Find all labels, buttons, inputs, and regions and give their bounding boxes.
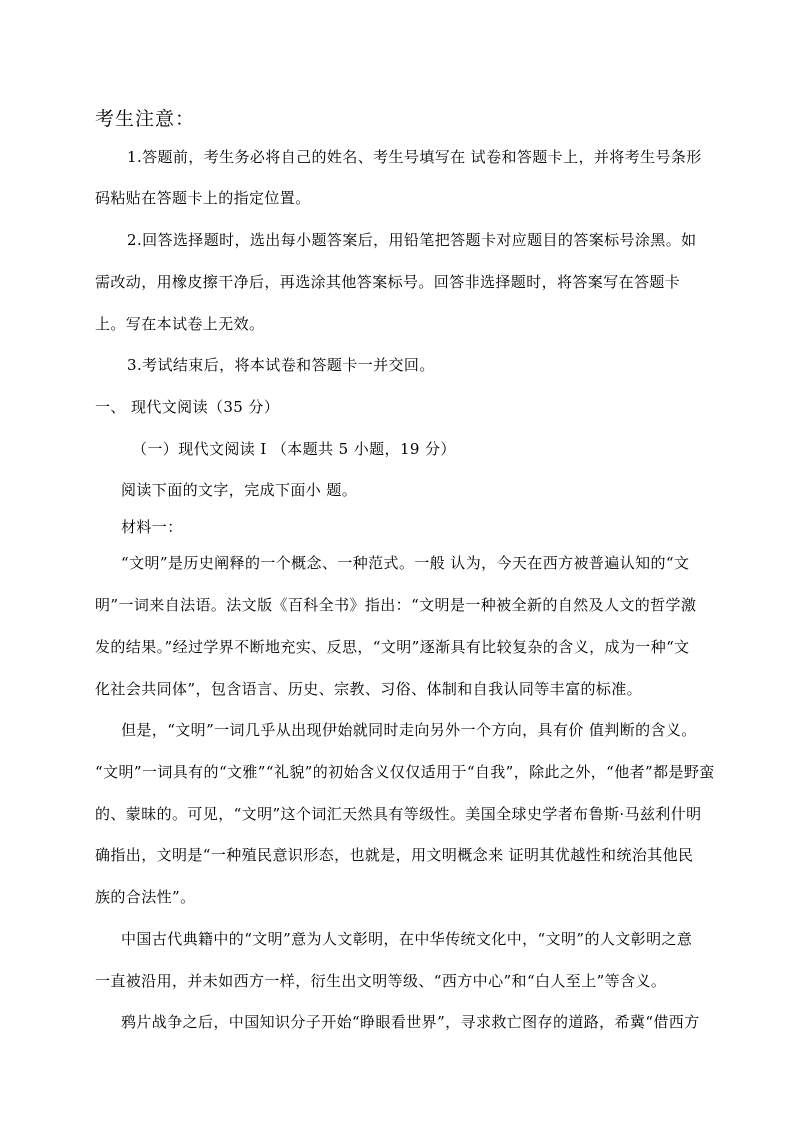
section-subheading: （一）现代文阅读 I （本题共 5 小题，19 分） bbox=[132, 440, 456, 458]
passage-p1-line-4: 化社会共同体”，包含语言、历史、宗教、习俗、体制和自我认同等丰富的标准。 bbox=[95, 680, 643, 698]
notice-title: 考生注意： bbox=[95, 108, 196, 130]
passage-p2-line-4: 确指出，文明是“一种殖民意识形态，也就是，用文明概念来 证明其优越性和统治其他民 bbox=[95, 846, 694, 864]
reading-instruction: 阅读下面的文字，完成下面小 题。 bbox=[121, 481, 358, 499]
passage-p2-line-2: “文明”一词具有的“文雅”“礼貌”的初始含义仅仅适用于“自我”，除此之外，“他者”都是野蛮 bbox=[95, 763, 715, 781]
passage-p1-line-3: 发的结果。”经过学界不断地充实、反思，“文明”逐渐具有比较复杂的含义，成为一种“文 bbox=[95, 638, 690, 656]
passage-p4-line-1: 鸦片战争之后，中国知识分子开始“睁眼看世界”，寻求救亡图存的道路，希冀“借西方 bbox=[121, 1013, 700, 1031]
section-heading: 一、 现代文阅读（35 分） bbox=[95, 398, 280, 416]
notice-item-1-line-1: 1.答题前，考生务必将自己的姓名、考生号填写在 试卷和答题卡上，并将考生号条形 bbox=[127, 148, 702, 166]
passage-p3-line-1: 中国古代典籍中的“文明”意为人文彰明，在中华传统文化中，“文明”的人文彰明之意 bbox=[121, 930, 693, 948]
notice-item-2-line-3: 上。写在本试卷上无效。 bbox=[95, 315, 265, 333]
passage-p2-line-5: 族的合法性”。 bbox=[95, 888, 196, 906]
material-label: 材料一： bbox=[121, 518, 183, 536]
passage-p2-line-3: 的、蒙昧的。可见，“文明”这个词汇天然具有等级性。美国全球史学者布鲁斯·马兹利什明 bbox=[95, 805, 702, 823]
notice-item-3: 3.考试结束后，将本试卷和答题卡一并交回。 bbox=[127, 356, 435, 374]
notice-item-2-line-2: 需改动，用橡皮擦干净后，再选涂其他答案标号。回答非选择题时，将答案写在答题卡 bbox=[95, 273, 681, 291]
passage-p1-line-1: “文明”是历史阐释的一个概念、一种范式。一般 认为，今天在西方被普遍认知的“文 bbox=[121, 554, 690, 572]
passage-p3-line-2: 一直被沿用，并未如西方一样，衍生出文明等级、“西方中心”和“白人至上”等含义。 bbox=[95, 972, 667, 990]
passage-p1-line-2: 明”一词来自法语。法文版《百科全书》指出：“文明是一种被全新的自然及人文的哲学激 bbox=[95, 596, 697, 614]
notice-item-2-line-1: 2.回答选择题时，选出每小题答案后，用铅笔把答题卡对应题目的答案标号涂黑。如 bbox=[127, 231, 697, 249]
notice-item-1-line-2: 码粘贴在答题卡上的指定位置。 bbox=[95, 189, 311, 207]
passage-p2-line-1: 但是，“文明”一词几乎从出现伊始就同时走向另外一个方向，具有价 值判断的含义。 bbox=[121, 721, 697, 739]
